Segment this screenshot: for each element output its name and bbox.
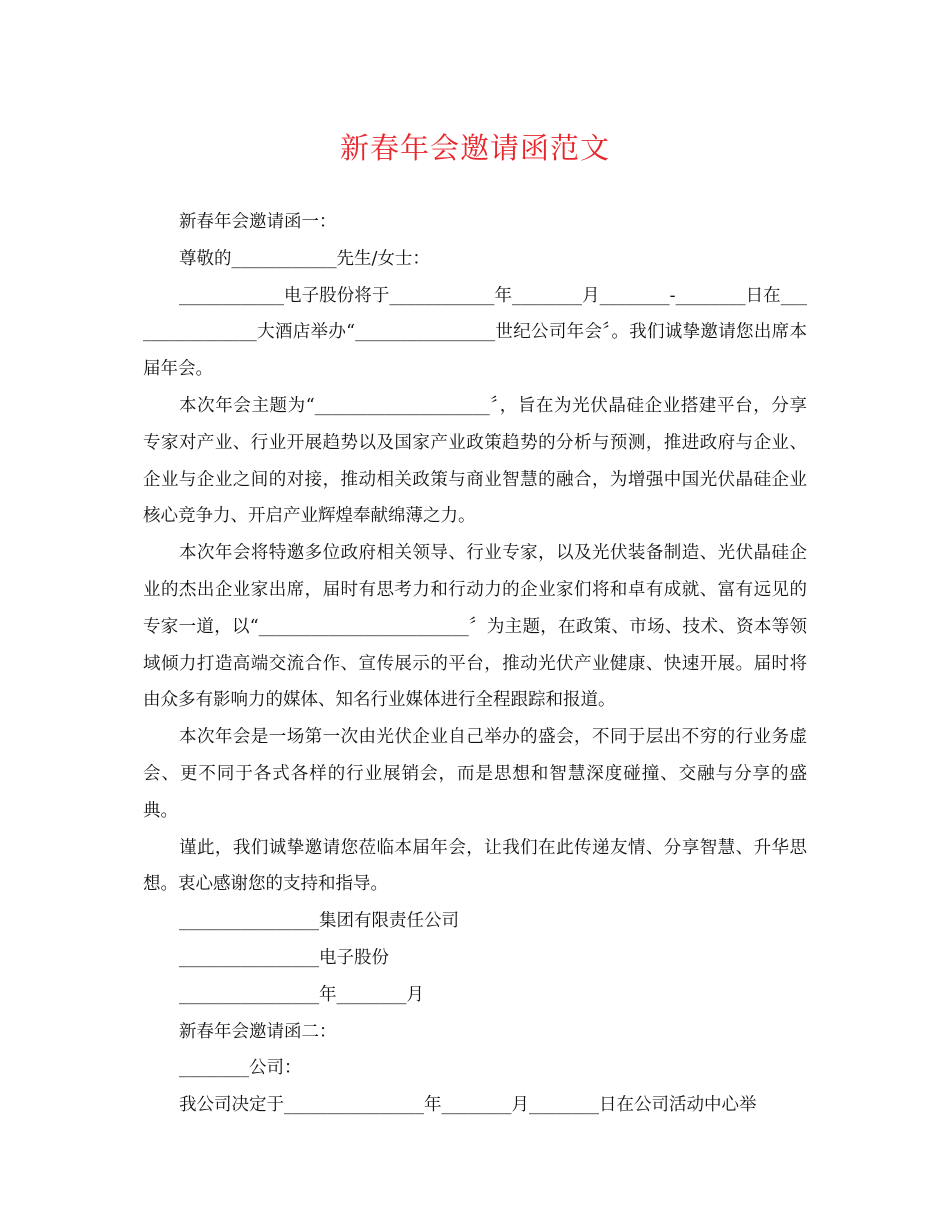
paragraph-theme: 本次年会主题为“____________________〞，旨在为光伏晶硅企业搭建平台，分享专家对产业、行业开展趋势以及国家产业政策趋势的分析与预测，推进政府与企业、企业与企业之间的对接，推动相关政策与商业智慧的融合，为增强中国光伏晶硅企业核心竞争力、开启产业辉煌奉献绵薄之力。 <box>143 395 807 527</box>
paragraph-salutation: 尊敬的____________先生/女士： <box>179 248 430 269</box>
paragraph-company-decision: 我公司决定于________________年________月________日在公司活动中心举 <box>179 1095 757 1116</box>
paragraph-invitation-2-heading: 新春年会邀请函二： <box>179 1021 337 1042</box>
document-title: 新春年会邀请函范文 <box>339 131 610 165</box>
signature-date: ________________年________月 <box>179 984 424 1005</box>
paragraph-event-nature: 本次年会是一场第一次由光伏企业自己举办的盛会，不同于层出不穷的行业务虚会、更不同于各式各样的行业展销会，而是思想和智慧深度碰撞、交融与分享的盛典。 <box>143 727 807 821</box>
paragraph-invitation-1-heading: 新春年会邀请函一： <box>179 212 337 232</box>
paragraph-closing: 谨此，我们诚挚邀请您莅临本届年会，让我们在此传递友情、分享智慧、升华思想。衷心感谢您的支持和指导。 <box>143 837 807 895</box>
signature-electronics-company: ________________电子股份 <box>179 947 389 968</box>
document-body <box>143 204 807 1124</box>
signature-group-company: ________________集团有限责任公司 <box>179 911 459 932</box>
paragraph-guests: 本次年会将特邀多位政府相关领导、行业专家，以及光伏装备制造、光伏晶硅企业的杰出企业家出席，届时有思考力和行动力的企业家们将和卓有成就、富有远见的专家一道，以“________________________〞为主题，在政策、市场、技术、资本等领域倾力打造高端交流合作、宣传展示的平台，推动光伏产业健康、快速开展。届时将由众多有影响力的媒体、知名行业媒体进行全程跟踪和报道。 <box>143 543 807 711</box>
paragraph-company-salutation: ________公司： <box>179 1058 302 1079</box>
paragraph-event-announcement: ____________电子股份将于____________年________月________-________日在________________大酒店举办“________________世纪公司年会〞。我们诚挚邀请您出席本届年会。 <box>143 285 807 380</box>
